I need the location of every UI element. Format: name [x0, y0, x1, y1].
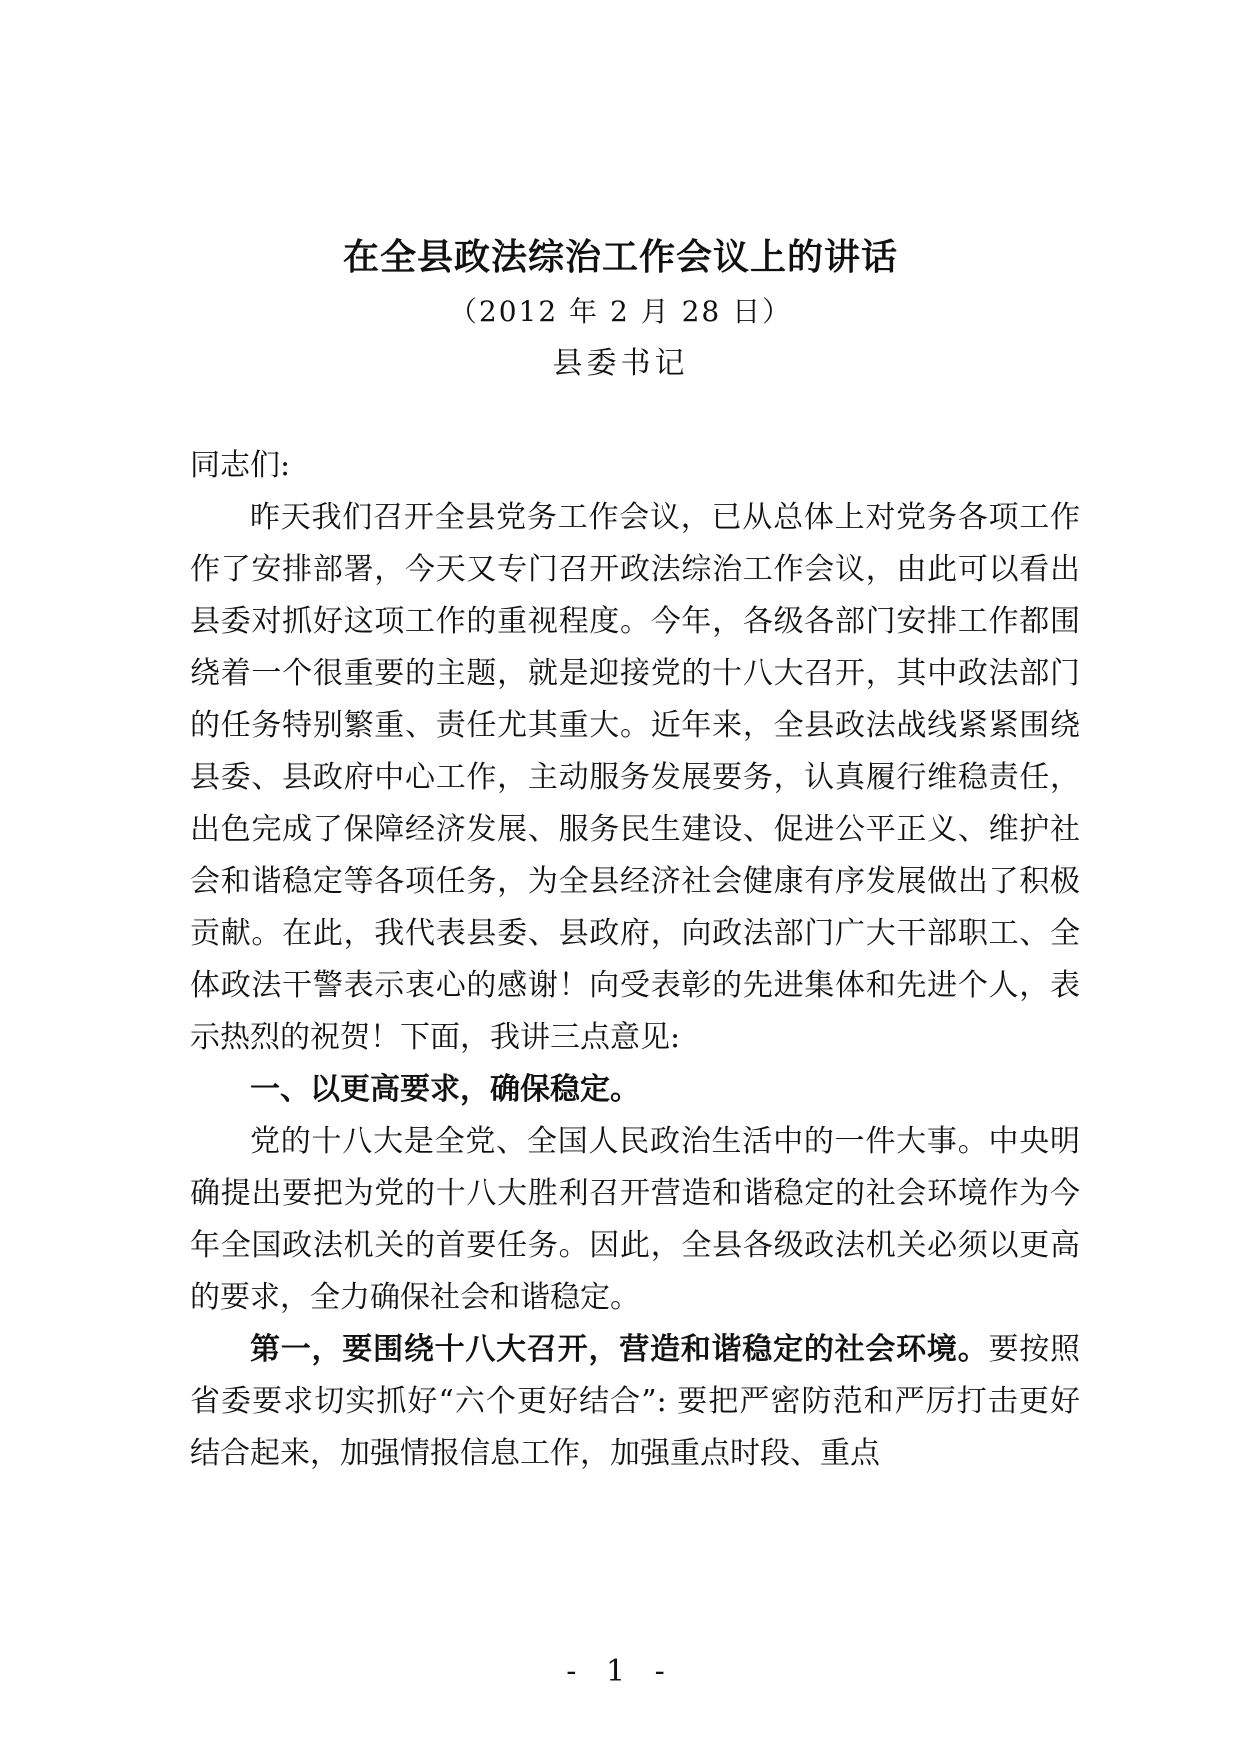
page-number: - 1 -	[566, 1654, 675, 1689]
document-date: （2012 年 2 月 28 日）	[448, 295, 793, 328]
first-point-lead: 第一，要围绕十八大召开，营造和谐稳定的社会环境。	[250, 1332, 989, 1367]
first-point-text: 要按照省委要求切实抓好“六个更好结合”: 要把严密防范和严厉打击更好结合起来，加强情报信息工作，加强重点时段、重点	[190, 1332, 1081, 1471]
document-author: 县委书记	[552, 346, 689, 381]
paragraph-section-1: 党的十八大是全党、全国人民政治生活中的一件大事。中央明确提出要把为党的十八大胜利召开营造和谐稳定的社会环境作为今年全国政法机关的首要任务。因此，全县各级政法机关必须以更高的要求，全力确保社会和谐稳定。	[190, 1124, 1080, 1315]
salutation: 同志们:	[190, 448, 291, 483]
paragraph-intro: 昨天我们召开全县党务工作会议，已从总体上对党务各项工作作了安排部署，今天又专门召开政法综治工作会议，由此可以看出县委对抓好这项工作的重视程度。今年，各级各部门安排工作都围绕着一个很重要的主题，就是迎接党的十八大召开，其中政法部门的任务特别繁重、责任尤其重大。近年来，全县政法战线紧紧围绕县委、县政府中心工作，主动服务发展要务，认真履行维稳责任，出色完成了保障经济发展、服务民生建设、促进公平正义、维护社会和谐稳定等各项任务，为全县经济社会健康有序发展做出了积极贡献。在此，我代表县委、县政府，向政法部门广大干部职工、全体政法干警表示衷心的感谢！向受表彰的先进集体和先进个人，表示热烈的祝贺！下面，我讲三点意见:	[190, 500, 1080, 1055]
paragraph-first-point	[190, 1324, 1080, 1480]
document-body	[190, 440, 1080, 1480]
document-title: 在全县政法综治工作会议上的讲话	[342, 236, 898, 278]
section-heading-1: 一、以更高要求，确保稳定。	[250, 1072, 640, 1107]
